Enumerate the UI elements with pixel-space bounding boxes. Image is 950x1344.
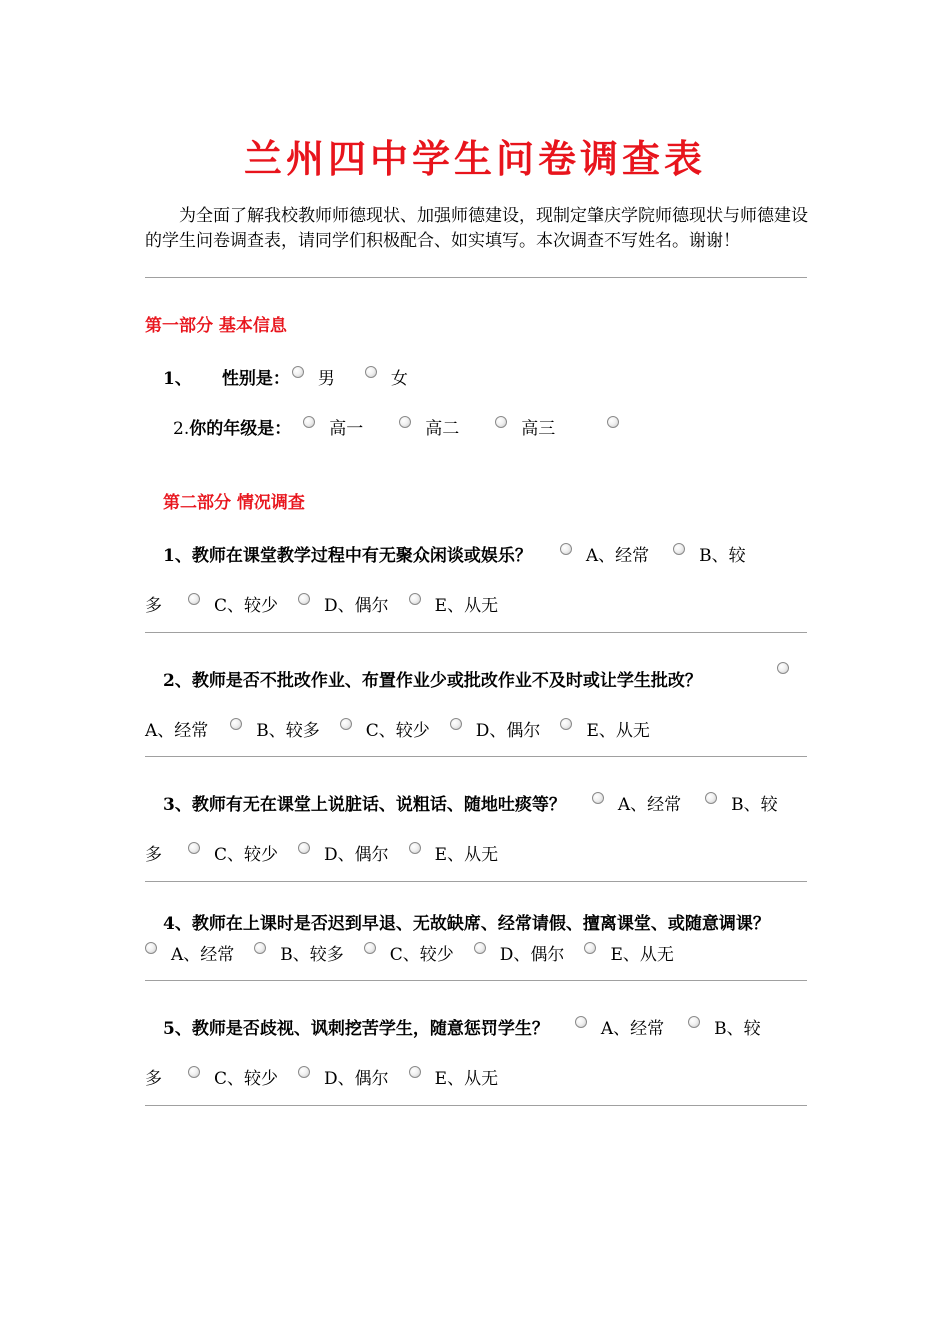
question-label: 你的年级是： [189,419,292,439]
option-label: A、经常 [600,1019,665,1039]
option-label: E、从无 [434,1069,499,1089]
option-label: D、偶尔 [324,1069,389,1089]
radio-q5-b[interactable] [688,1016,700,1028]
option-label: 多 [145,596,162,616]
radio-q2-e[interactable] [560,718,572,730]
question-3 [163,790,778,815]
option-label: B、较 [699,546,746,566]
option-label: 多 [145,1069,162,1089]
radio-q1-d[interactable] [298,593,310,605]
divider [145,277,807,278]
question-grade [173,414,633,439]
option-label: A、经常 [145,721,209,741]
divider [145,1105,807,1106]
intro-paragraph: 为全面了解我校教师师德现状、加强师德建设，现制定肇庆学院师德现状与师德建设的学生问卷调查表，请同学们积极配合、如实填写。本次调查不写姓名。谢谢！ [145,206,808,251]
question-1-options [145,591,498,616]
divider [145,632,807,633]
option-label: E、从无 [610,945,674,965]
radio-q3-b[interactable] [705,792,717,804]
option-label: C、较少 [214,845,279,865]
radio-grade-other[interactable] [607,416,619,428]
radio-q5-a[interactable] [575,1016,587,1028]
option-label: D、偶尔 [499,945,565,965]
option-label: E、从无 [586,721,650,741]
option-label: 多 [145,845,162,865]
option-label: 男 [317,369,335,389]
option-label: D、偶尔 [324,596,389,616]
divider [145,756,807,757]
question-text: 2、教师是否不批改作业、布置作业少或批改作业不及时或让学生批改？ [163,671,702,691]
option-label: D、偶尔 [324,845,389,865]
question-4-options [145,940,674,965]
question-gender [163,364,408,389]
radio-q4-d[interactable] [474,942,486,954]
option-label: B、较多 [256,721,320,741]
question-text: 1、教师在课堂教学过程中有无聚众闲谈或娱乐？ [163,546,532,566]
radio-grade-1[interactable] [303,416,315,428]
option-label: 高二 [425,419,460,439]
radio-q4-b[interactable] [254,942,266,954]
option-label: C、较少 [389,945,454,965]
question-2 [163,666,702,691]
radio-q4-c[interactable] [364,942,376,954]
question-text: 4、教师在上课时是否迟到早退、无故缺席、经常请假、擅离课堂、或随意调课？ [163,914,770,934]
question-4 [163,909,770,934]
radio-q5-e[interactable] [409,1066,421,1078]
option-label: B、较 [731,795,778,815]
option-label: E、从无 [434,596,499,616]
radio-q4-e[interactable] [584,942,596,954]
question-5 [163,1014,761,1039]
radio-q3-a[interactable] [592,792,604,804]
question-label: 性别是： [221,369,290,389]
radio-q2-c[interactable] [340,718,352,730]
question-text: 5、教师是否歧视、讽刺挖苦学生，随意惩罚学生？ [163,1019,549,1039]
divider [145,881,807,882]
option-label: 高三 [521,419,556,439]
page-title: 兰州四中学生问卷调查表 [243,136,706,181]
question-5-options [145,1064,498,1089]
question-3-options [145,840,498,865]
option-label: D、偶尔 [475,721,541,741]
option-label: A、经常 [585,546,650,566]
radio-q5-d[interactable] [298,1066,310,1078]
radio-q5-c[interactable] [188,1066,200,1078]
radio-q1-c[interactable] [188,593,200,605]
radio-q1-a[interactable] [560,543,572,555]
option-label: A、经常 [171,945,235,965]
radio-q3-d[interactable] [298,842,310,854]
radio-grade-2[interactable] [399,416,411,428]
radio-q2-a[interactable] [777,662,789,674]
option-label: B、较 [714,1019,761,1039]
part1-heading: 第一部分 基本信息 [145,316,287,336]
option-label: 女 [390,369,408,389]
radio-q3-e[interactable] [409,842,421,854]
question-1 [163,541,746,566]
option-label: E、从无 [434,845,499,865]
question-text: 3、教师有无在课堂上说脏话、说粗话、随地吐痰等？ [163,795,566,815]
radio-q1-b[interactable] [673,543,685,555]
question-number: 1、 [163,369,192,389]
divider [145,980,807,981]
option-label: B、较多 [280,945,344,965]
option-label: C、较少 [214,1069,279,1089]
option-label: C、较少 [214,596,279,616]
option-label: 高一 [329,419,364,439]
option-label: C、较少 [365,721,430,741]
radio-male[interactable] [292,366,304,378]
radio-q2-d[interactable] [450,718,462,730]
option-label: A、经常 [617,795,682,815]
radio-q2-b[interactable] [230,718,242,730]
part2-heading: 第二部分 情况调查 [163,493,305,513]
question-number: 2. [173,419,190,439]
radio-female[interactable] [365,366,377,378]
radio-q4-a[interactable] [145,942,157,954]
radio-q3-c[interactable] [188,842,200,854]
radio-q1-e[interactable] [409,593,421,605]
question-2-options [145,716,650,741]
radio-grade-3[interactable] [495,416,507,428]
